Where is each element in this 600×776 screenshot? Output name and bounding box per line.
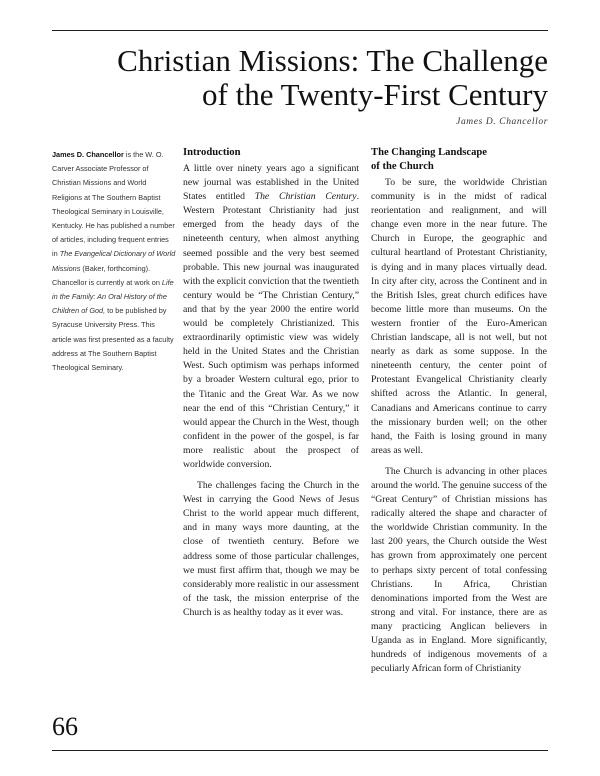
intro-p1-italic: The Christian Century xyxy=(254,191,357,203)
landscape-heading-line-1: The Changing Landscape xyxy=(371,147,487,158)
intro-paragraph-1 xyxy=(183,162,359,472)
bio-name: James D. Chancellor xyxy=(52,150,124,159)
landscape-heading-line-2: of the Church xyxy=(371,161,434,172)
bio-italic-a: The Evangelical Dictionary of World Missions xyxy=(52,249,176,273)
bio-text-b: (Baker, forthcoming). Chancellor is currently at work on xyxy=(52,263,162,287)
page-number: 66 xyxy=(52,712,78,741)
landscape-paragraph-2: The Church is advancing in other places around the world. The genuine success of the “Great Century” of Christian missions has radically altered the shape and character of the worldwide Christian community. In the last 200 years, the Church outside the West has grown from approximately one percent to perhaps sixty percent of total confessing Christians. In Africa, Christian denominations imported from the West are strong and vital. For instance, there are as many practicing Anglican believers in Uganda as in England. More significantly, hundreds of indigenous movements of a peculiarly African form of Christianity xyxy=(371,465,547,675)
intro-p1-b: . Western Protestant Christianity had just emerged from the heady days of the nineteenth century, when almost anything seemed possible and the very best seemed probable. This new journal was inaugurated with the explicit conviction that the twentieth century would be “The Christian Century,” and that by the year 2000 the entire world would be completely Christianized. This extraordinarily optimistic view was widely held in the United States and the Christian West. Such optimism was perhaps informed by a broader Western cultural ego, prior to the Titanic and the Great War. As we now near the end of this “Christian Century,” it would appear the Church in the West, though confident in the power of the gospel, is far more realistic about the prospect of worldwide conversion. xyxy=(183,191,359,470)
bio-text-a: is the W. O. Carver Associate Professor of Christian Missions and World Religions at The Southern Baptist Theological Seminary in Louisville, Kentucky. He has published a number of articles, including frequent entries in xyxy=(52,150,175,259)
title-line-2: of the Twenty-First Century xyxy=(202,77,548,112)
column-introduction xyxy=(183,146,359,620)
intro-p1-a: A little over ninety years ago a significant new journal was established in the United States entitled xyxy=(183,163,359,203)
title-line-1: Christian Missions: The Challenge xyxy=(117,43,548,78)
author-bio xyxy=(52,148,176,375)
intro-heading: Introduction xyxy=(183,147,241,158)
top-rule xyxy=(52,30,548,31)
landscape-paragraph-1: To be sure, the worldwide Christian community is in the midst of radical reorientation and realignment, and will change even more in the near future. The Church in Europe, the geographic and cultural heartland of Protestant Christianity, is dying and in many places virtually dead. In city after city, across the Continent and in the British Isles, great church edifices have become little more than museums. On the western frontier of the Euro-American Christian landscape, all is not well, but not nearly as dark as some suppose. In the nineteenth century, the center point of Protestant Evangelical Christianity clearly shifted across the Atlantic. In general, Canadians and Americans continue to carry the missionary burden well; on the other hand, the Faith is losing ground in many areas as well. xyxy=(371,177,547,456)
intro-paragraph-2: The challenges facing the Church in the West in carrying the Good News of Jesus Christ to the world appear much different, and in many ways more daunting, at the close of twentieth century. Before we address some of those particular challenges, we must first affirm that, though we may be considerably more realistic in our assessment of the task, the mission enterprise of the Church is as healthy today as it ever was. xyxy=(183,480,359,618)
bio-italic-b: Life in the Family: An Oral History of the Children of God, xyxy=(52,277,174,316)
landscape-heading xyxy=(371,146,547,174)
column-changing-landscape xyxy=(371,146,547,676)
bio-text-c: to be published by Syracuse University Press. This article was first presented as a faculty address at The Southern Baptist Theological Seminary. xyxy=(52,306,174,373)
author-byline: James D. Chancellor xyxy=(456,117,548,127)
bottom-rule xyxy=(52,750,548,751)
article-title xyxy=(52,44,548,112)
